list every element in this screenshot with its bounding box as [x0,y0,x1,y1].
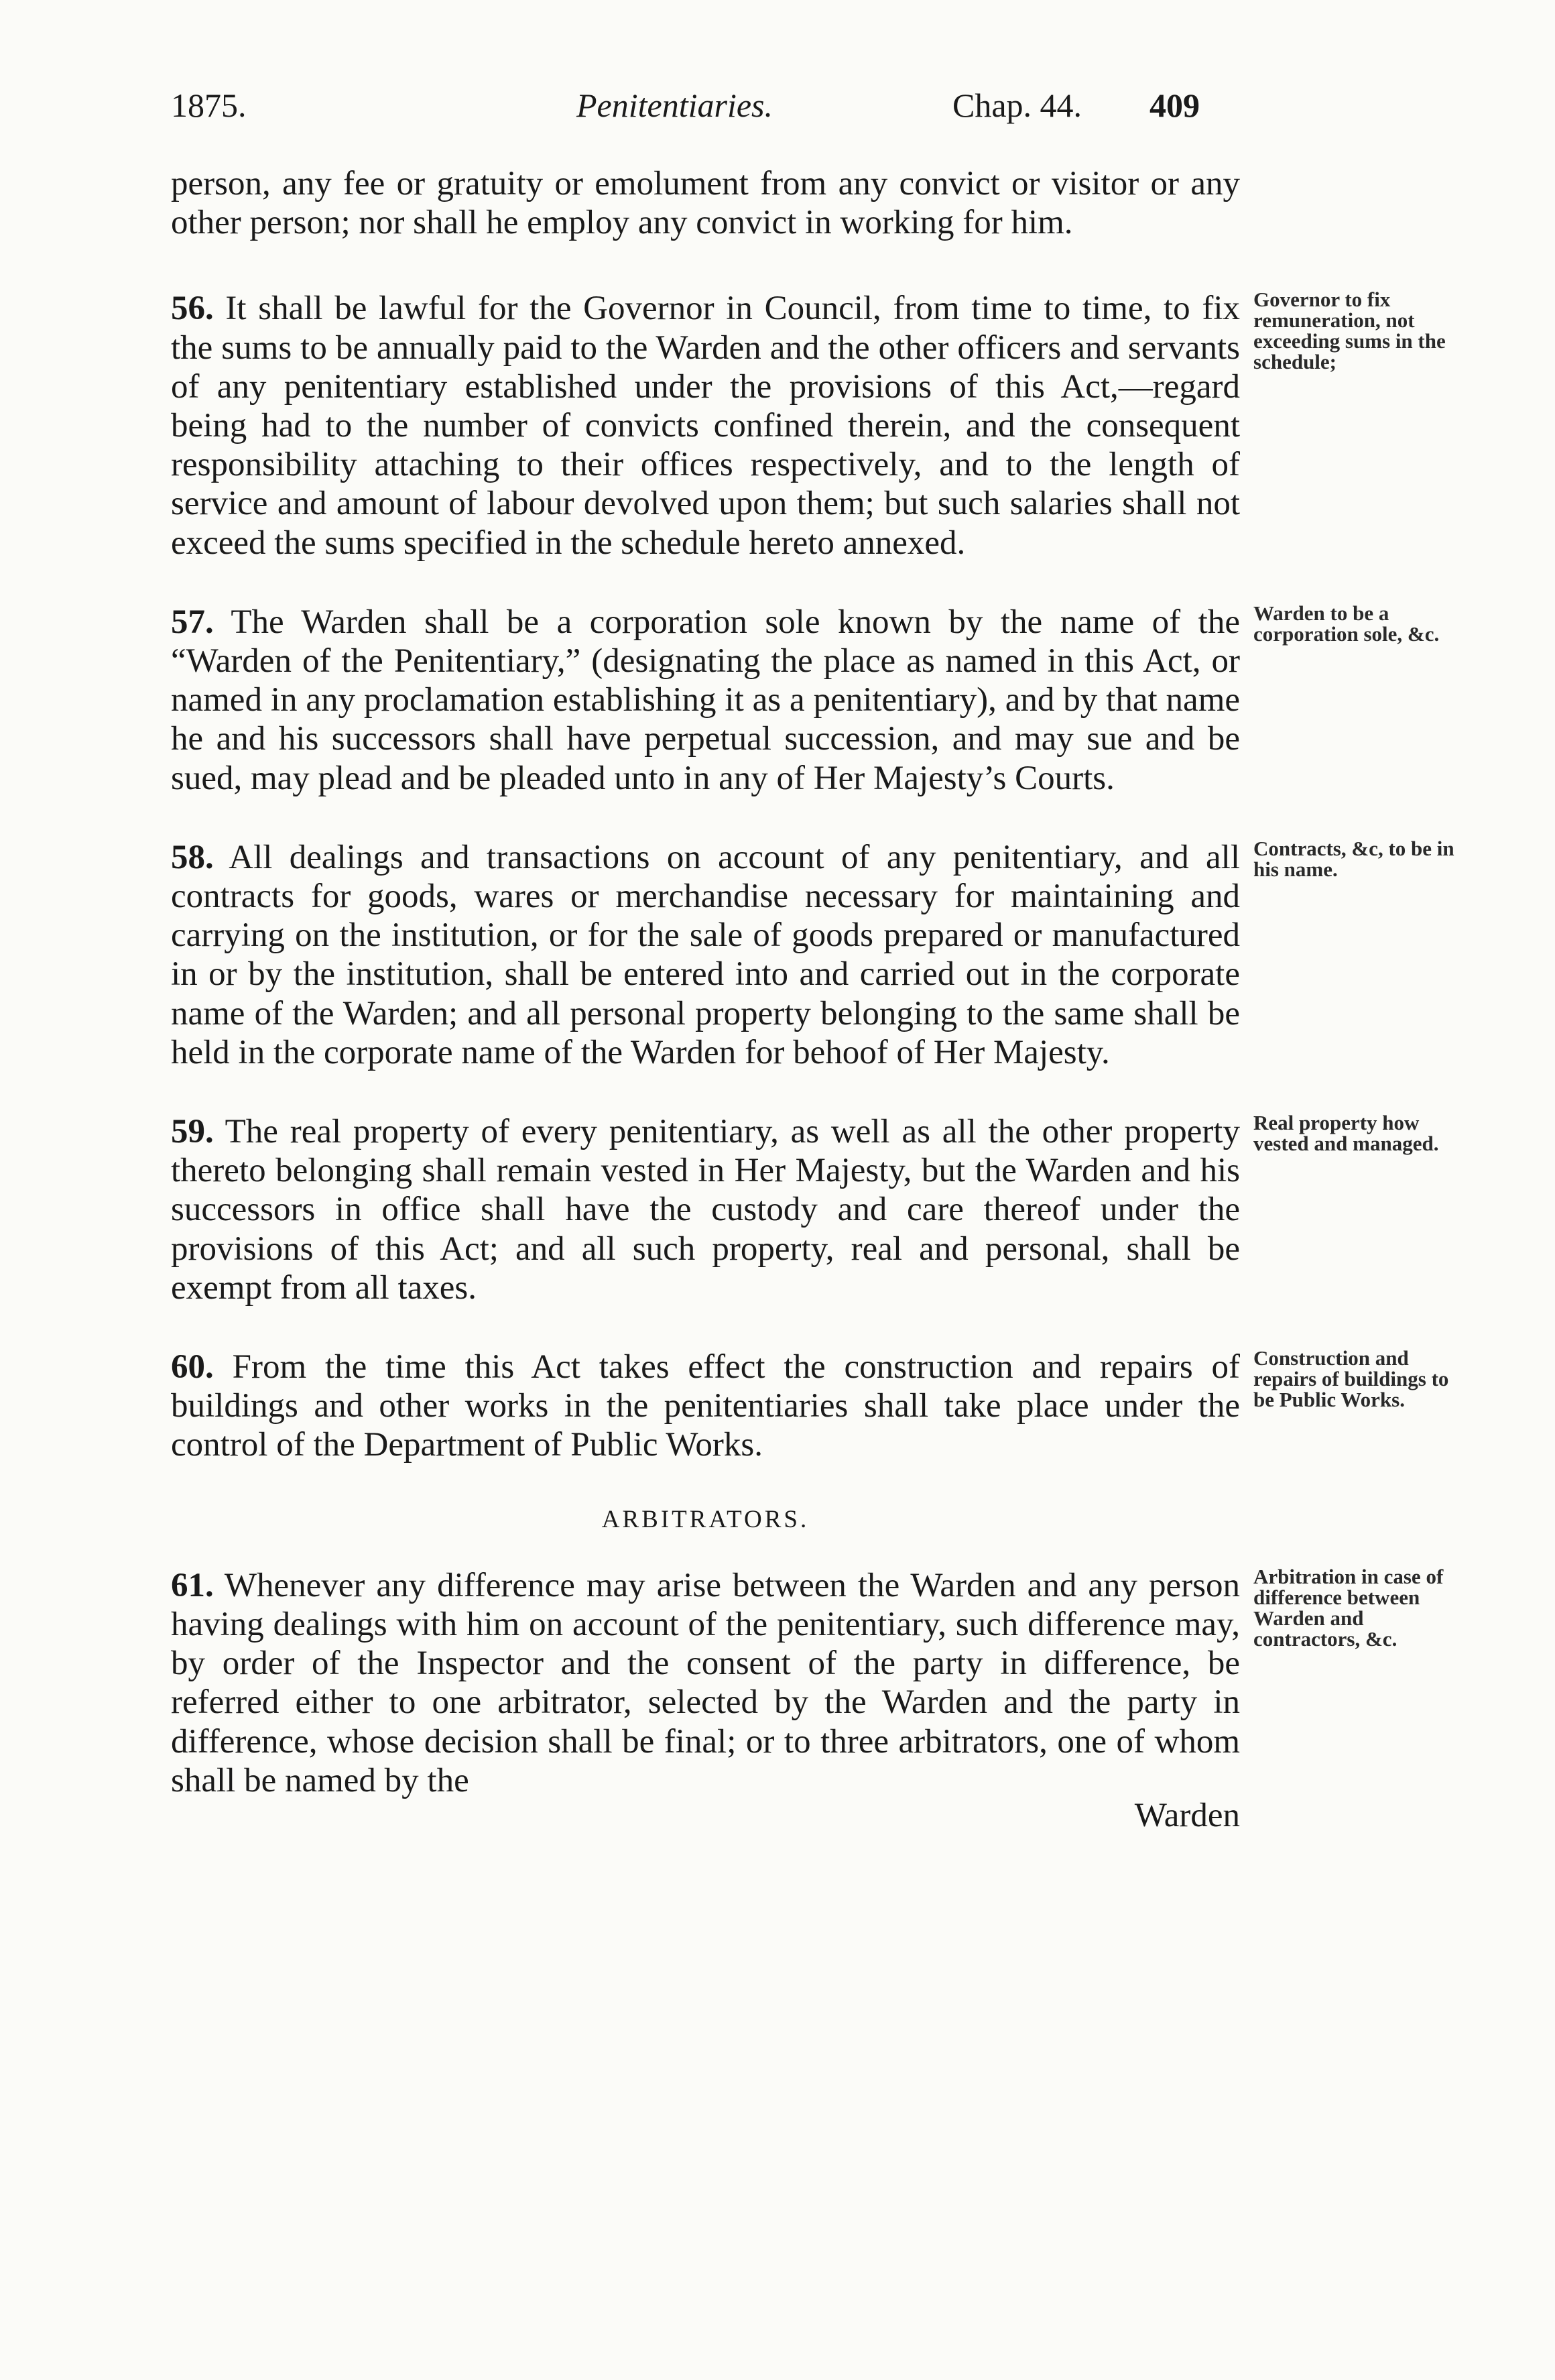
section-59 [171,1111,1439,1307]
margin-note-61: Arbitration in case of difference between Warden and contractors, &c. [1253,1564,1444,1651]
opening-paragraph: person, any fee or gratuity or emolument from any convict or visitor or any other person; nor shall he employ any convict in working for him. [171,165,1240,242]
section-number: 60. [171,1348,214,1386]
section-heading: ARBITRATORS. [601,1505,810,1533]
header-year: 1875. [171,86,247,124]
section-number: 61. [171,1566,214,1604]
running-header [171,86,1243,133]
section-60 [171,1346,1449,1465]
margin-note-60: Construction and repairs of buildings to be Public Works. [1253,1346,1449,1412]
margin-note-57: Warden to be a corporation sole, &c. [1253,601,1440,646]
section-text: It shall be lawful for the Governor in Council, from time to time, to fix the sums to be annually paid to the Warden and the other officers and servants of any penitentiary established under the provisions of this Act,—regard being had to the number of convicts confined therein, and the consequent responsibility attaching to their offices respectively, and to the length of service and amount of labour devolved upon them; but such salaries shall not exceed the sums specified in the schedule hereto annexed. [171,290,1240,562]
margin-note-58: Contracts, &c, to be in his name. [1253,836,1454,881]
margin-note-59: Real property how vested and managed. [1253,1111,1439,1156]
margin-note-56: Governor to fix remuneration, not exceeding sums in the schedule; [1253,288,1446,374]
section-number: 56. [171,290,214,328]
section-text: All dealings and transactions on account of any penitentiary, and all contracts for goods, wares or merchandise necessary for maintaining and carrying on the institution, or for the sale of goods prepared or manufactured in or by the institution, shall be entered into and carried out in the corporate name of the Warden; and all personal property belonging to the same shall be held in the corporate name of the Warden for behoof of Her Majesty. [171,838,1240,1071]
section-58 [171,836,1454,1072]
header-title: Penitentiaries. [576,86,773,124]
section-61 [171,1564,1444,1800]
catchword: Warden [1134,1796,1240,1834]
section-text: The Warden shall be a corporation sole known by the name of the “Warden of the Penitentiary,” (designating the place as named in this Act, or named in any proclamation establishing it as a penitentiary), and by that name he and his successors shall have perpetual succession, and may sue and be sued, may plead and be pleaded unto in any of Her Majesty’s Courts. [171,603,1240,797]
page-number: 409 [1149,86,1200,124]
page-body [171,164,1454,1875]
section-number: 58. [171,838,214,876]
section-56 [171,288,1446,562]
section-text: From the time this Act takes effect the construction and repairs of buildings and other works in the penitentiaries shall take place under the control of the Department of Public Works. [171,1348,1240,1464]
section-57 [171,601,1440,798]
section-number: 57. [171,603,214,641]
section-text: The real property of every penitentiary, as well as all the other property thereto belonging shall remain vested in Her Majesty, but the Warden and his successors in office shall have the custody and care thereof under the provisions of this Act; and all such property, real and personal, shall be exempt from all taxes. [171,1113,1240,1307]
section-text: Whenever any difference may arise between the Warden and any person having dealings with him on account of the penitentiary, such difference may, by order of the Inspector and the consent of the party in difference, be referred either to one arbitrator, selected by the Warden and the party in difference, whose decision shall be final; or to three arbitrators, one of whom shall be named by the [171,1566,1240,1799]
header-chapter: Chap. 44. [952,86,1082,124]
section-number: 59. [171,1113,214,1151]
